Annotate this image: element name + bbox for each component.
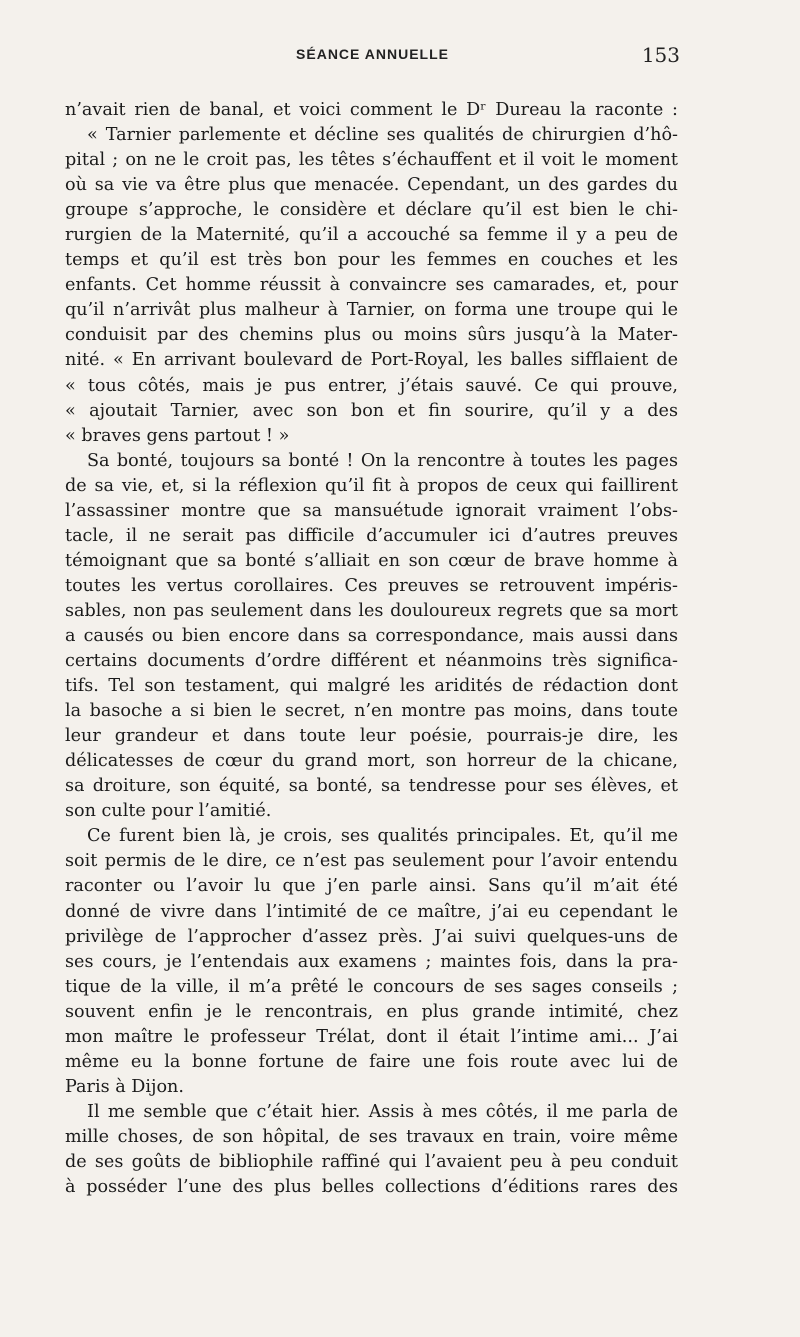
- text-line: n’avait rien de banal, et voici comment le Dʳ Dureau la raconte :: [65, 100, 678, 120]
- text-line: tacle, il ne serait pas difficile d’accumuler ici d’autres preuves: [65, 525, 678, 546]
- text-line: groupe s’approche, le considère et déclare qu’il est bien le chi-: [65, 200, 678, 221]
- text-line: privilège de l’approcher d’assez près. J’ai suivi quelques-uns de: [65, 926, 678, 947]
- text-line: « tous côtés, mais je pus entrer, j’étais sauvé. Ce qui prouve,: [65, 375, 678, 396]
- text-line: raconter ou l’avoir lu que j’en parle ainsi. Sans qu’il m’ait été: [65, 876, 678, 897]
- text-line: a causés ou bien encore dans sa correspondance, mais aussi dans: [65, 625, 678, 646]
- text-line: Sa bonté, toujours sa bonté ! On la rencontre à toutes les pages: [87, 450, 678, 471]
- text-line: « ajoutait Tarnier, avec son bon et fin sourire, qu’il y a des: [65, 400, 678, 421]
- text-line: donné de vivre dans l’intimité de ce maître, j’ai eu cependant le: [65, 901, 678, 922]
- text-line: tifs. Tel son testament, qui malgré les aridités de rédaction dont: [65, 676, 678, 697]
- text-line: de sa vie, et, si la réflexion qu’il fit à propos de ceux qui faillirent: [65, 475, 678, 496]
- text-line: enfants. Cet homme réussit à convaincre ses camarades, et, pour: [65, 275, 678, 296]
- text-line: où sa vie va être plus que menacée. Cependant, un des gardes du: [65, 175, 678, 196]
- text-line: mon maître le professeur Trélat, dont il était l’intime ami... J’ai: [65, 1026, 678, 1047]
- running-head: [65, 43, 680, 70]
- text-line: sa droiture, son équité, sa bonté, sa tendresse pour ses élèves, et: [65, 776, 678, 797]
- text-line: Paris à Dijon.: [65, 1076, 184, 1097]
- text-line: pital ; on ne le croit pas, les têtes s’échauffent et il voit le moment: [65, 150, 678, 171]
- text-line: « Tarnier parlemente et décline ses qualités de chirurgien d’hô-: [87, 125, 678, 146]
- text-line: « braves gens partout ! »: [65, 425, 290, 446]
- text-line: la basoche a si bien le secret, n’en montre pas moins, dans toute: [65, 701, 678, 722]
- text-line: sables, non pas seulement dans les douloureux regrets que sa mort: [65, 600, 678, 621]
- text-line: ses cours, je l’entendais aux examens ; maintes fois, dans la pra-: [65, 951, 678, 972]
- text-line: son culte pour l’amitié.: [65, 801, 272, 822]
- text-line: délicatesses de cœur du grand mort, son horreur de la chicane,: [65, 751, 678, 772]
- text-line: temps et qu’il est très bon pour les femmes en couches et les: [65, 250, 678, 271]
- text-line: Il me semble que c’était hier. Assis à mes côtés, il me parla de: [87, 1101, 678, 1122]
- text-line: de ses goûts de bibliophile raffiné qui l’avaient peu à peu conduit: [65, 1151, 678, 1172]
- text-line: témoignant que sa bonté s’alliait en son cœur de brave homme à: [65, 550, 678, 571]
- text-line: mille choses, de son hôpital, de ses travaux en train, voire même: [65, 1126, 678, 1147]
- text-line: à posséder l’une des plus belles collections d’éditions rares des: [65, 1177, 678, 1198]
- text-line: soit permis de le dire, ce n’est pas seulement pour l’avoir entendu: [65, 851, 678, 872]
- page-number: 153: [641, 43, 680, 67]
- text-line: souvent enfin je le rencontrais, en plus grande intimité, chez: [65, 1001, 678, 1022]
- text-line: certains documents d’ordre différent et néanmoins très significa-: [65, 651, 678, 672]
- body-text: [65, 98, 678, 1200]
- text-line: nité. « En arrivant boulevard de Port-Royal, les balles sifflaient de: [65, 350, 678, 371]
- text-line: rurgien de la Maternité, qu’il a accouché sa femme il y a peu de: [65, 225, 678, 246]
- text-line: toutes les vertus corollaires. Ces preuves se retrouvent impéris-: [65, 575, 678, 596]
- text-line: conduisit par des chemins plus ou moins sûrs jusqu’à la Mater-: [65, 325, 678, 346]
- text-line: l’assassiner montre que sa mansuétude ignorait vraiment l’obs-: [65, 500, 678, 521]
- running-head-title: SÉANCE ANNUELLE: [296, 46, 449, 62]
- text-line: qu’il n’arrivât plus malheur à Tarnier, on forma une troupe qui le: [65, 300, 678, 321]
- text-line: même eu la bonne fortune de faire une fois route avec lui de: [65, 1051, 678, 1072]
- text-line: tique de la ville, il m’a prêté le concours de ses sages conseils ;: [65, 976, 678, 997]
- text-line: leur grandeur et dans toute leur poésie, pourrais-je dire, les: [65, 726, 678, 747]
- text-line: Ce furent bien là, je crois, ses qualités principales. Et, qu’il me: [87, 826, 678, 847]
